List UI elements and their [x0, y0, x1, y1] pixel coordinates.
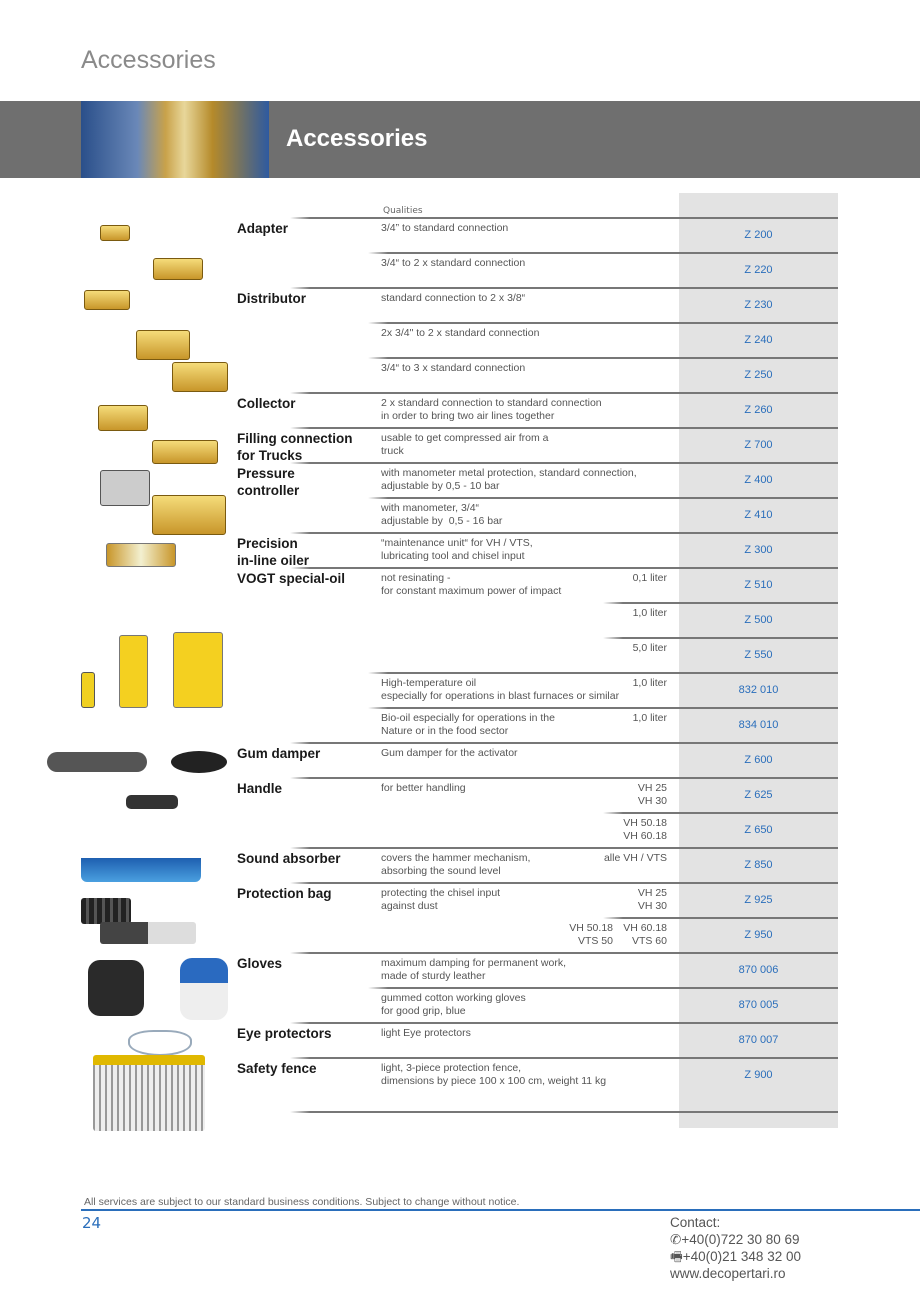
order-code: 870 005: [738, 999, 779, 1011]
order-code: Z 260: [744, 404, 773, 416]
row-divider: [290, 952, 838, 954]
row-divider: [290, 777, 838, 779]
fax-number: +40(0)21 348 32 00: [682, 1249, 801, 1264]
contact-label: Contact:: [670, 1215, 721, 1230]
phone-number: +40(0)722 30 80 69: [681, 1232, 800, 1247]
order-code: Z 250: [744, 369, 773, 381]
row-divider: [290, 462, 838, 464]
handle-image: [126, 795, 178, 809]
product-variant: VH 50.18 VH 60.18: [623, 817, 667, 842]
order-code: Z 925: [744, 894, 773, 906]
footer-disclaimer: All services are subject to our standard business conditions. Subject to change without notice.: [84, 1196, 520, 1208]
product-description: covers the hammer mechanism, absorbing the sound level: [381, 852, 531, 877]
sound-absorber-image: [81, 858, 201, 882]
footer-divider: [81, 1209, 920, 1211]
safety-fence-image: [93, 1055, 205, 1131]
product-name: VOGT special-oil: [237, 571, 346, 586]
product-description: protecting the chisel input against dust: [381, 887, 501, 912]
pressure-controller-image-2: [152, 495, 226, 535]
oil-bottle-medium-image: [119, 635, 148, 708]
product-variant: 0,1 liter: [632, 572, 667, 584]
phone-line: [670, 1231, 801, 1248]
row-divider: [290, 532, 838, 534]
order-code: Z 220: [744, 264, 773, 276]
product-description: not resinating - for constant maximum power of impact: [381, 572, 562, 597]
product-description: usable to get compressed air from a truck: [381, 432, 549, 457]
oil-bottle-small-image: [81, 672, 95, 708]
order-code: Z 230: [744, 299, 773, 311]
product-description: gummed cotton working gloves for good grip, blue: [381, 992, 526, 1017]
order-code: Z 850: [744, 859, 773, 871]
product-name: Handle: [237, 781, 283, 796]
oiler-image: [106, 543, 176, 567]
order-code: Z 600: [744, 754, 773, 766]
product-name: Gum damper: [237, 746, 321, 761]
product-description: 3/4” to standard connection: [381, 222, 509, 234]
order-code: Z 300: [744, 544, 773, 556]
order-code: Z 625: [744, 789, 773, 801]
row-divider: [290, 847, 838, 849]
order-code: Z 500: [744, 614, 773, 626]
product-description: “maintenance unit“ for VH / VTS, lubricating tool and chisel input: [381, 537, 533, 562]
product-description: Gum damper for the activator: [381, 747, 518, 759]
product-variant: alle VH / VTS: [603, 852, 667, 864]
product-name: Gloves: [237, 956, 283, 971]
hammer-image: [47, 752, 147, 772]
product-description: standard connection to 2 x 3/8“: [381, 292, 526, 304]
column-header-qualities: Qualities: [383, 206, 423, 216]
eye-protectors-image: [128, 1030, 192, 1056]
row-divider: [368, 707, 838, 709]
product-name: Pressure controller: [237, 466, 300, 498]
table-end-divider: [290, 1111, 838, 1113]
row-divider: [368, 252, 838, 254]
product-description: maximum damping for permanent work, made of sturdy leather: [381, 957, 566, 982]
row-divider: [290, 217, 838, 219]
row-divider: [290, 392, 838, 394]
product-variant: 5,0 liter: [632, 642, 667, 654]
leather-gloves-image: [88, 960, 144, 1016]
product-name: Protection bag: [237, 886, 332, 901]
order-code: Z 240: [744, 334, 773, 346]
product-variant: 1,0 liter: [632, 712, 667, 724]
cotton-gloves-image: [180, 958, 228, 1020]
fax-line: [670, 1248, 801, 1265]
product-name: Safety fence: [237, 1061, 317, 1076]
row-divider: [603, 812, 838, 814]
distributor-image-4: [172, 362, 228, 392]
product-name: Adapter: [237, 221, 289, 236]
website-link[interactable]: www.decopertari.ro: [670, 1266, 786, 1281]
order-code: Z 400: [744, 474, 773, 486]
row-divider: [290, 882, 838, 884]
fax-icon: 🖷: [670, 1249, 683, 1264]
row-divider: [290, 742, 838, 744]
product-description: High-temperature oil especially for operations in blast furnaces or similar: [381, 677, 620, 702]
order-code: Z 550: [744, 649, 773, 661]
product-variant: VH 60.18 VTS 60: [623, 922, 667, 947]
product-description: for better handling: [381, 782, 466, 794]
banner-title: Accessories: [286, 125, 428, 152]
distributor-image: [153, 258, 203, 280]
product-description: 3/4“ to 3 x standard connection: [381, 362, 526, 374]
distributor-image-3: [136, 330, 190, 360]
order-code: Z 900: [744, 1069, 773, 1081]
product-variant: 1,0 liter: [632, 607, 667, 619]
order-code: Z 200: [744, 229, 773, 241]
row-divider: [368, 322, 838, 324]
product-variant: 1,0 liter: [632, 677, 667, 689]
row-divider: [603, 602, 838, 604]
protection-bag-image: [81, 898, 131, 924]
order-code: 870 006: [738, 964, 779, 976]
phone-icon: ✆: [670, 1232, 682, 1247]
order-code: 870 007: [738, 1034, 779, 1046]
oil-canister-image: [173, 632, 223, 708]
product-name: Filling connection for Trucks: [237, 431, 353, 463]
row-divider: [368, 357, 838, 359]
contact-block: [670, 1214, 801, 1282]
product-description: 2 x standard connection to standard connection in order to bring two air lines together: [381, 397, 602, 422]
product-description: with manometer metal protection, standard connection, adjustable by 0,5 - 10 bar: [381, 467, 637, 492]
row-divider: [290, 1022, 838, 1024]
order-code: 832 010: [738, 684, 779, 696]
row-divider: [368, 987, 838, 989]
product-description: with manometer, 3/4“ adjustable by 0,5 - 16 bar: [381, 502, 503, 527]
header-photo-coupling: [81, 101, 269, 178]
order-code: Z 410: [744, 509, 773, 521]
adapter-image: [100, 225, 130, 241]
order-code: Z 950: [744, 929, 773, 941]
product-description: 3/4“ to 2 x standard connection: [381, 257, 526, 269]
product-description: Bio-oil especially for operations in the Nature or in the food sector: [381, 712, 555, 737]
product-description: light, 3-piece protection fence, dimensions by piece 100 x 100 cm, weight 11 kg: [381, 1062, 607, 1087]
order-code: Z 650: [744, 824, 773, 836]
product-variant: VH 25 VH 30: [637, 887, 667, 912]
order-code: Z 700: [744, 439, 773, 451]
row-divider: [290, 1057, 838, 1059]
protection-bag-image-2: [100, 922, 196, 944]
product-name: Eye protectors: [237, 1026, 332, 1041]
product-name: Sound absorber: [237, 851, 341, 866]
product-description: light Eye protectors: [381, 1027, 471, 1039]
row-divider: [290, 287, 838, 289]
distributor-image-2: [84, 290, 130, 310]
collector-image: [98, 405, 148, 431]
row-divider: [603, 637, 838, 639]
product-name: Distributor: [237, 291, 306, 306]
gum-damper-image: [171, 751, 227, 773]
order-code: Z 510: [744, 579, 773, 591]
row-divider: [603, 917, 838, 919]
row-divider: [290, 567, 838, 569]
page-title: Accessories: [81, 46, 216, 74]
pressure-controller-image: [100, 470, 150, 506]
product-name: Precision in-line oiler: [237, 536, 310, 568]
product-variant: VH 50.18 VTS 50: [569, 922, 613, 947]
row-divider: [368, 672, 838, 674]
row-divider: [368, 497, 838, 499]
row-divider: [290, 427, 838, 429]
product-name: Collector: [237, 396, 296, 411]
product-description: 2x 3/4" to 2 x standard connection: [381, 327, 540, 339]
order-code: 834 010: [738, 719, 779, 731]
filling-connection-image: [152, 440, 218, 464]
page-number: 24: [82, 1214, 102, 1232]
product-variant: VH 25 VH 30: [637, 782, 667, 807]
